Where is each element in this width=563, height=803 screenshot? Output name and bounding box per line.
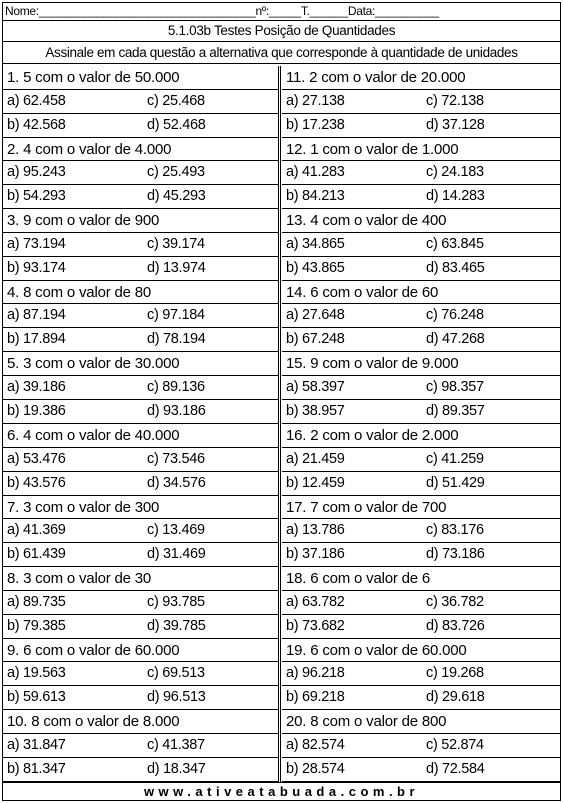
option-d[interactable]: d) 72.584 bbox=[426, 760, 485, 777]
option-b[interactable]: b) 69.218 bbox=[286, 689, 345, 706]
website-footer: www.ativeatabuada.com.br bbox=[3, 782, 560, 800]
question-block bbox=[282, 66, 560, 138]
option-d[interactable]: d) 47.268 bbox=[426, 331, 485, 348]
option-b[interactable]: b) 61.439 bbox=[7, 546, 66, 563]
option-b[interactable]: b) 54.293 bbox=[7, 188, 66, 205]
question-block bbox=[282, 424, 560, 496]
question-block bbox=[3, 424, 278, 496]
option-b[interactable]: b) 38.957 bbox=[286, 402, 345, 419]
option-row-bd bbox=[282, 472, 560, 496]
question-title: 13. 4 com o valor de 400 bbox=[282, 209, 560, 233]
question-block bbox=[282, 496, 560, 568]
question-title: 5. 3 com o valor de 30.000 bbox=[3, 352, 278, 376]
option-a[interactable]: a) 27.138 bbox=[286, 92, 345, 109]
option-b[interactable]: b) 93.174 bbox=[7, 259, 66, 276]
option-row-bd bbox=[282, 615, 560, 639]
question-block bbox=[3, 567, 278, 639]
option-row-bd bbox=[3, 758, 278, 782]
question-block bbox=[282, 352, 560, 424]
option-row-bd bbox=[3, 686, 278, 710]
option-c[interactable]: c) 63.845 bbox=[426, 235, 484, 252]
question-title: 16. 2 com o valor de 2.000 bbox=[282, 424, 560, 448]
question-title: 6. 4 com o valor de 40.000 bbox=[3, 424, 278, 448]
option-c[interactable]: c) 52.874 bbox=[426, 736, 484, 753]
question-title: 10. 8 com o valor de 8.000 bbox=[3, 710, 278, 734]
option-row-bd bbox=[282, 543, 560, 567]
option-a[interactable]: a) 58.397 bbox=[286, 378, 345, 395]
option-c[interactable]: c) 98.357 bbox=[426, 378, 484, 395]
question-block bbox=[3, 281, 278, 353]
option-a[interactable]: a) 27.648 bbox=[286, 307, 345, 324]
option-a[interactable]: a) 34.865 bbox=[286, 235, 345, 252]
worksheet bbox=[2, 2, 561, 801]
option-b[interactable]: b) 73.682 bbox=[286, 617, 345, 634]
option-c[interactable]: c) 19.268 bbox=[426, 665, 484, 682]
option-row-bd bbox=[3, 400, 278, 424]
option-row-bd bbox=[3, 615, 278, 639]
option-d[interactable]: d) 96.513 bbox=[147, 689, 206, 706]
option-b[interactable]: b) 42.568 bbox=[7, 116, 66, 133]
left-question-column bbox=[3, 66, 281, 782]
option-row-bd bbox=[3, 328, 278, 352]
option-b[interactable]: b) 43.865 bbox=[286, 259, 345, 276]
option-row-ac bbox=[3, 591, 278, 615]
option-c[interactable]: c) 41.259 bbox=[426, 450, 484, 467]
option-row-bd bbox=[282, 400, 560, 424]
option-d[interactable]: d) 31.469 bbox=[147, 546, 206, 563]
question-title: 3. 9 com o valor de 900 bbox=[3, 209, 278, 233]
option-row-bd bbox=[282, 185, 560, 209]
option-c[interactable]: c) 93.785 bbox=[147, 593, 205, 610]
option-a[interactable]: a) 63.782 bbox=[286, 593, 345, 610]
option-row-bd bbox=[3, 543, 278, 567]
option-row-ac bbox=[282, 376, 560, 400]
option-row-bd bbox=[3, 257, 278, 281]
option-c[interactable]: c) 72.138 bbox=[426, 92, 484, 109]
question-title: 8. 3 com o valor de 30 bbox=[3, 567, 278, 591]
instructions: Assinale em cada questão a alternativa que corresponde à quantidade de unidades bbox=[3, 42, 560, 64]
option-d[interactable]: d) 13.974 bbox=[147, 259, 206, 276]
option-c[interactable]: c) 36.782 bbox=[426, 593, 484, 610]
option-row-bd bbox=[282, 758, 560, 782]
option-a[interactable]: a) 96.218 bbox=[286, 665, 345, 682]
option-d[interactable]: d) 45.293 bbox=[147, 188, 206, 205]
question-block bbox=[3, 66, 278, 138]
option-d[interactable]: d) 14.283 bbox=[426, 188, 485, 205]
option-row-ac bbox=[282, 662, 560, 686]
question-block bbox=[3, 352, 278, 424]
option-b[interactable]: b) 67.248 bbox=[286, 331, 345, 348]
option-b[interactable]: b) 12.459 bbox=[286, 474, 345, 491]
option-c[interactable]: c) 25.493 bbox=[147, 164, 205, 181]
question-block bbox=[282, 138, 560, 210]
question-title: 9. 6 com o valor de 60.000 bbox=[3, 639, 278, 663]
question-title: 17. 7 com o valor de 700 bbox=[282, 496, 560, 520]
question-block bbox=[3, 639, 278, 711]
question-title: 15. 9 com o valor de 9.000 bbox=[282, 352, 560, 376]
option-d[interactable]: d) 89.357 bbox=[426, 402, 485, 419]
option-row-ac bbox=[3, 90, 278, 114]
option-b[interactable]: b) 37.186 bbox=[286, 546, 345, 563]
option-row-ac bbox=[3, 161, 278, 185]
option-row-ac bbox=[282, 233, 560, 257]
option-row-ac bbox=[282, 448, 560, 472]
option-d[interactable]: d) 39.785 bbox=[147, 617, 206, 634]
option-c[interactable]: c) 24.183 bbox=[426, 164, 484, 181]
option-a[interactable]: a) 73.194 bbox=[7, 235, 66, 252]
worksheet-title: 5.1.03b Testes Posição de Quantidades bbox=[3, 21, 560, 42]
option-a[interactable]: a) 19.563 bbox=[7, 665, 66, 682]
option-c[interactable]: c) 76.248 bbox=[426, 307, 484, 324]
option-d[interactable]: d) 83.465 bbox=[426, 259, 485, 276]
option-c[interactable]: c) 13.469 bbox=[147, 522, 205, 539]
question-title: 14. 6 com o valor de 60 bbox=[282, 281, 560, 305]
questions-grid bbox=[3, 66, 560, 782]
question-block bbox=[282, 209, 560, 281]
option-row-ac bbox=[282, 90, 560, 114]
option-b[interactable]: b) 28.574 bbox=[286, 760, 345, 777]
option-row-bd bbox=[3, 185, 278, 209]
question-title: 12. 1 com o valor de 1.000 bbox=[282, 138, 560, 162]
option-d[interactable]: d) 18.347 bbox=[147, 760, 206, 777]
student-info-line: Nome:__________________________________nº:_____T.______Data:__________ bbox=[3, 3, 560, 21]
option-a[interactable]: a) 62.458 bbox=[7, 92, 66, 109]
question-title: 1. 5 com o valor de 50.000 bbox=[3, 66, 278, 90]
option-b[interactable]: b) 43.576 bbox=[7, 474, 66, 491]
option-b[interactable]: b) 17.894 bbox=[7, 331, 66, 348]
option-b[interactable]: b) 19.386 bbox=[7, 402, 66, 419]
option-c[interactable]: c) 41.387 bbox=[147, 736, 205, 753]
option-row-bd bbox=[3, 114, 278, 138]
question-title: 2. 4 com o valor de 4.000 bbox=[3, 138, 278, 162]
question-block bbox=[3, 710, 278, 782]
option-row-ac bbox=[3, 376, 278, 400]
option-b[interactable]: b) 59.613 bbox=[7, 689, 66, 706]
option-a[interactable]: a) 82.574 bbox=[286, 736, 345, 753]
option-a[interactable]: a) 41.369 bbox=[7, 522, 66, 539]
option-c[interactable]: c) 97.184 bbox=[147, 307, 205, 324]
option-c[interactable]: c) 73.546 bbox=[147, 450, 205, 467]
option-d[interactable]: d) 34.576 bbox=[147, 474, 206, 491]
option-row-ac bbox=[282, 304, 560, 328]
option-row-ac bbox=[3, 662, 278, 686]
question-title: 7. 3 com o valor de 300 bbox=[3, 496, 278, 520]
question-block bbox=[282, 710, 560, 782]
question-title: 18. 6 com o valor de 6 bbox=[282, 567, 560, 591]
question-block bbox=[282, 567, 560, 639]
option-row-ac bbox=[3, 734, 278, 758]
question-block bbox=[3, 209, 278, 281]
option-a[interactable]: a) 89.735 bbox=[7, 593, 66, 610]
option-row-ac bbox=[3, 519, 278, 543]
option-a[interactable]: a) 53.476 bbox=[7, 450, 66, 467]
option-row-ac bbox=[282, 161, 560, 185]
option-c[interactable]: c) 69.513 bbox=[147, 665, 205, 682]
option-b[interactable]: b) 81.347 bbox=[7, 760, 66, 777]
option-d[interactable]: d) 52.468 bbox=[147, 116, 206, 133]
option-d[interactable]: d) 29.618 bbox=[426, 689, 485, 706]
right-question-column bbox=[282, 66, 560, 782]
question-title: 20. 8 com o valor de 800 bbox=[282, 710, 560, 734]
option-c[interactable]: c) 83.176 bbox=[426, 522, 484, 539]
option-row-bd bbox=[282, 114, 560, 138]
question-title: 4. 8 com o valor de 80 bbox=[3, 281, 278, 305]
option-d[interactable]: d) 83.726 bbox=[426, 617, 485, 634]
option-row-ac bbox=[282, 519, 560, 543]
option-row-ac bbox=[3, 448, 278, 472]
question-title: 11. 2 com o valor de 20.000 bbox=[282, 66, 560, 90]
option-row-bd bbox=[3, 472, 278, 496]
option-row-bd bbox=[282, 328, 560, 352]
option-d[interactable]: d) 93.186 bbox=[147, 402, 206, 419]
option-c[interactable]: c) 89.136 bbox=[147, 378, 205, 395]
option-c[interactable]: c) 25.468 bbox=[147, 92, 205, 109]
option-c[interactable]: c) 39.174 bbox=[147, 235, 205, 252]
option-b[interactable]: b) 84.213 bbox=[286, 188, 345, 205]
option-row-ac bbox=[3, 304, 278, 328]
question-block bbox=[282, 281, 560, 353]
option-a[interactable]: a) 13.786 bbox=[286, 522, 345, 539]
option-a[interactable]: a) 39.186 bbox=[7, 378, 66, 395]
option-d[interactable]: d) 37.128 bbox=[426, 116, 485, 133]
option-row-bd bbox=[282, 686, 560, 710]
option-a[interactable]: a) 41.283 bbox=[286, 164, 345, 181]
option-a[interactable]: a) 87.194 bbox=[7, 307, 66, 324]
option-d[interactable]: d) 73.186 bbox=[426, 546, 485, 563]
question-block bbox=[282, 639, 560, 711]
option-row-ac bbox=[282, 591, 560, 615]
option-b[interactable]: b) 79.385 bbox=[7, 617, 66, 634]
option-d[interactable]: d) 78.194 bbox=[147, 331, 206, 348]
question-block bbox=[3, 138, 278, 210]
option-d[interactable]: d) 51.429 bbox=[426, 474, 485, 491]
option-b[interactable]: b) 17.238 bbox=[286, 116, 345, 133]
option-a[interactable]: a) 31.847 bbox=[7, 736, 66, 753]
option-row-ac bbox=[3, 233, 278, 257]
question-title: 19. 6 com o valor de 60.000 bbox=[282, 639, 560, 663]
question-block bbox=[3, 496, 278, 568]
option-a[interactable]: a) 21.459 bbox=[286, 450, 345, 467]
option-row-bd bbox=[282, 257, 560, 281]
option-row-ac bbox=[282, 734, 560, 758]
option-a[interactable]: a) 95.243 bbox=[7, 164, 66, 181]
